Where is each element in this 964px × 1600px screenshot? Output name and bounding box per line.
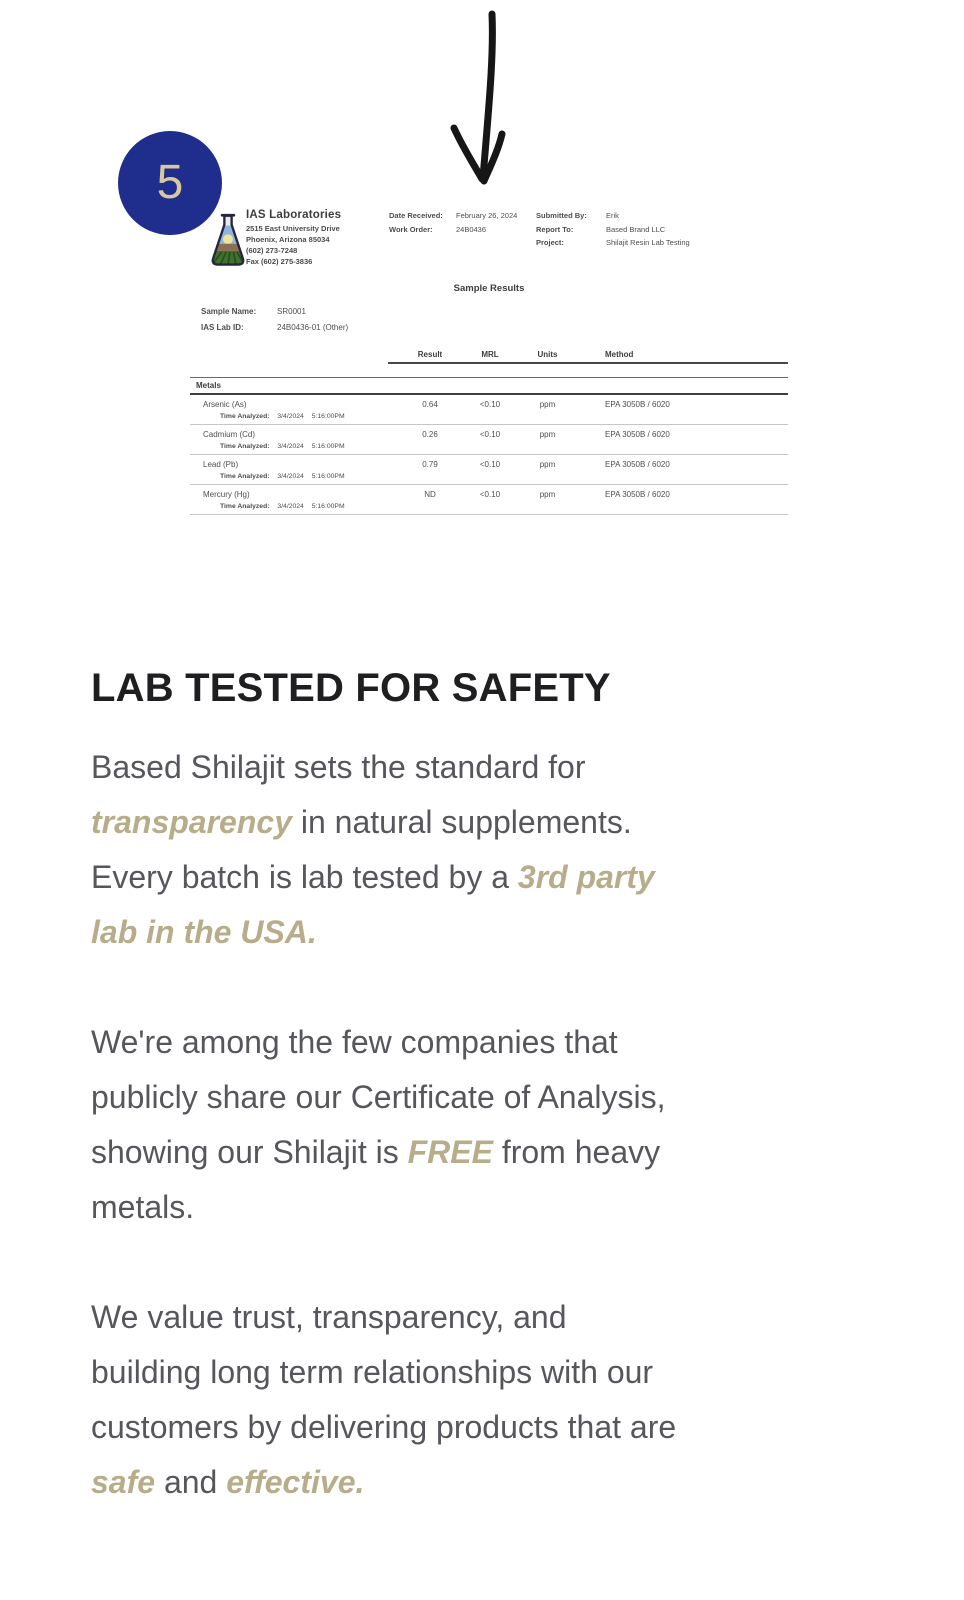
result-value: 0.79	[422, 460, 438, 469]
mrl-value: <0.10	[479, 460, 501, 469]
method-value: EPA 3050B / 6020	[605, 460, 670, 469]
time-analyzed-time: 5:16:00PM	[311, 413, 345, 420]
date-received-label: Date Received:	[389, 211, 443, 220]
step-badge-number: 5	[156, 156, 184, 209]
content-section	[0, 664, 964, 1510]
text-segment: We value trust, transparency, and	[91, 1299, 567, 1335]
time-analyzed-date: 3/4/2024	[277, 503, 304, 510]
time-analyzed-label: Time Analyzed:	[220, 503, 270, 510]
lab-id-label: IAS Lab ID:	[201, 323, 244, 332]
lab-address-line: Fax (602) 275-3836	[246, 257, 313, 266]
method-value: EPA 3050B / 6020	[605, 490, 670, 499]
time-analyzed-date: 3/4/2024	[277, 413, 304, 420]
time-analyzed-time: 5:16:00PM	[311, 443, 345, 450]
text-segment: publicly share our Certificate of Analysis,	[91, 1079, 666, 1115]
results-table	[190, 350, 788, 515]
method-value: EPA 3050B / 6020	[605, 400, 670, 409]
units-value: ppm	[539, 490, 556, 499]
order-info-labels	[389, 209, 443, 236]
report-to-value: Based Brand LLC	[606, 224, 666, 234]
text-segment: customers by delivering products that are	[91, 1409, 677, 1445]
table-rows	[190, 395, 788, 515]
units-value: ppm	[539, 430, 556, 439]
lab-identity	[246, 209, 341, 267]
analyte-name: Arsenic (As)	[203, 400, 247, 409]
text-segment: from heavy	[492, 1134, 661, 1170]
analyte-name: Lead (Pb)	[203, 460, 239, 469]
project-value: Shilajit Resin Lab Testing	[606, 238, 690, 247]
report-info-labels	[536, 209, 587, 250]
analyte-name: Cadmium (Cd)	[203, 430, 256, 439]
text-segment: We're among the few companies that	[91, 1024, 618, 1060]
time-analyzed-label: Time Analyzed:	[220, 473, 270, 480]
time-analyzed-time: 5:16:00PM	[311, 503, 345, 510]
sample-name-value: SR0001	[277, 307, 306, 316]
hand-drawn-down-arrow-icon	[430, 10, 540, 195]
project-label: Project:	[536, 238, 564, 247]
method-value: EPA 3050B / 6020	[605, 430, 670, 439]
time-analyzed-time: 5:16:00PM	[311, 473, 345, 480]
header-units: Units	[537, 350, 558, 359]
result-value: 0.64	[422, 400, 438, 409]
sample-identity	[190, 304, 788, 336]
time-analyzed-label: Time Analyzed:	[220, 413, 270, 420]
units-value: ppm	[539, 460, 556, 469]
paragraphs	[91, 740, 884, 1510]
time-analyzed-label: Time Analyzed:	[220, 443, 270, 450]
header-method: Method	[605, 350, 634, 359]
accent-text: transparency	[91, 804, 292, 840]
coa-document	[190, 203, 788, 515]
date-received-value: February 26, 2024	[456, 211, 518, 220]
result-value: 0.26	[422, 430, 438, 439]
metals-group-label: Metals	[190, 377, 788, 395]
units-value: ppm	[539, 400, 556, 409]
time-analyzed-date: 3/4/2024	[277, 443, 304, 450]
page-title: LAB TESTED FOR SAFETY	[91, 666, 611, 710]
analyte-name: Mercury (Hg)	[203, 490, 250, 499]
work-order-label: Work Order:	[389, 224, 433, 234]
header-result: Result	[417, 350, 443, 359]
header-mrl: MRL	[481, 350, 499, 359]
paragraph	[91, 740, 884, 960]
coa-header	[190, 203, 788, 281]
accent-text: lab in the USA.	[91, 914, 317, 950]
lab-id-value: 24B0436-01 (Other)	[277, 323, 349, 332]
results-table-header	[190, 350, 788, 364]
result-value: ND	[424, 490, 436, 499]
submitted-by-label: Submitted By:	[536, 211, 587, 220]
submitted-by-value: Erik	[606, 211, 619, 220]
text-segment: in natural supplements.	[291, 804, 632, 840]
lab-name: IAS Laboratories	[246, 209, 342, 221]
work-order-value: 24B0436	[456, 224, 487, 234]
sample-name-label: Sample Name:	[201, 307, 257, 316]
table-row	[190, 395, 788, 425]
time-analyzed-date: 3/4/2024	[277, 473, 304, 480]
lab-address	[246, 223, 341, 267]
report-to-label: Report To:	[536, 224, 574, 234]
lab-address-line: 2515 East University Drive	[246, 224, 340, 233]
accent-text: effective.	[226, 1464, 365, 1500]
text-segment: metals.	[91, 1189, 195, 1225]
order-info-values	[456, 209, 517, 236]
accent-text: safe	[91, 1464, 156, 1500]
text-segment: Every batch is lab tested by a	[91, 859, 518, 895]
table-row	[190, 485, 788, 515]
accent-text: FREE	[407, 1134, 493, 1170]
flask-logo-icon	[209, 211, 247, 271]
paragraph	[91, 1290, 884, 1510]
table-row	[190, 425, 788, 455]
sample-results-title: Sample Results	[453, 283, 525, 294]
text-segment: building long term relationships with our	[91, 1354, 654, 1390]
report-info-values	[606, 209, 690, 250]
accent-text: 3rd party	[517, 859, 655, 895]
paragraph	[91, 1015, 884, 1235]
mrl-value: <0.10	[479, 400, 501, 409]
lab-address-line: (602) 273-7248	[246, 246, 298, 255]
lab-address-line: Phoenix, Arizona 85034	[246, 235, 330, 244]
text-segment: showing our Shilajit is	[91, 1134, 408, 1170]
mrl-value: <0.10	[479, 430, 501, 439]
coa-figure	[0, 0, 964, 632]
text-segment: Based Shilajit sets the standard for	[91, 749, 586, 785]
mrl-value: <0.10	[479, 490, 501, 499]
text-segment: and	[155, 1464, 227, 1500]
header-underline	[388, 362, 788, 364]
table-row	[190, 455, 788, 485]
